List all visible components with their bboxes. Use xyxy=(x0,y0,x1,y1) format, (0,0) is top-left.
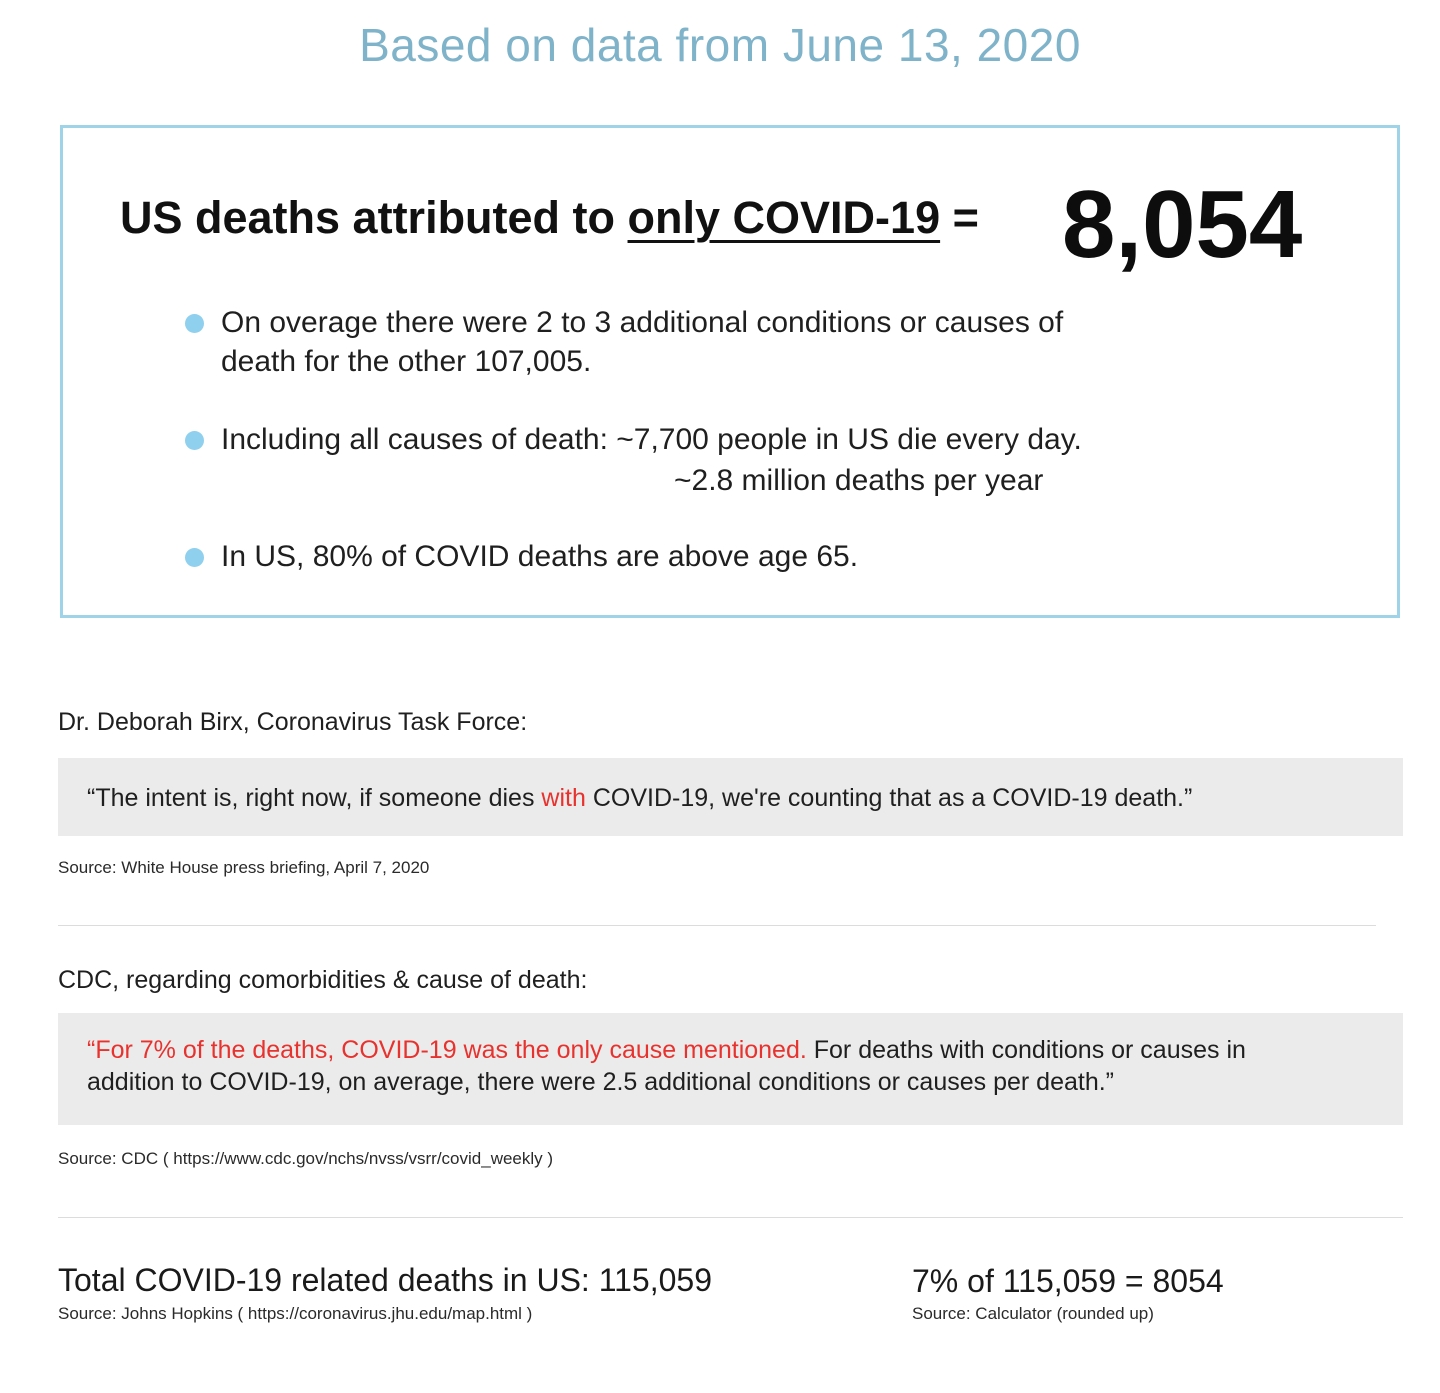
birx-source: Source: White House press briefing, April 7, 2020 xyxy=(58,858,430,877)
bullet-text xyxy=(221,303,1063,381)
bullet-line-continuation: ~2.8 million deaths per year xyxy=(674,464,1044,497)
header-date-line: Based on data from June 13, 2020 xyxy=(359,19,1081,71)
cdc-source: Source: CDC ( https://www.cdc.gov/nchs/nvss/vsrr/covid_weekly ) xyxy=(58,1149,554,1168)
cdc-quote-line-2: addition to COVID-19, on average, there were 2.5 additional conditions or causes per death.” xyxy=(87,1068,1115,1096)
birx-label: Dr. Deborah Birx, Coronavirus Task Force: xyxy=(58,708,528,736)
big-number: 8,054 xyxy=(1062,171,1303,278)
bullet-line: On overage there were 2 to 3 additional conditions or causes of xyxy=(221,306,1064,339)
calculation-source: Source: Calculator (rounded up) xyxy=(912,1304,1154,1323)
headline-prefix: US deaths attributed to xyxy=(120,192,628,243)
bullet-line: death for the other 107,005. xyxy=(221,345,592,378)
birx-quote-before: “The intent is, right now, if someone dies xyxy=(87,784,542,812)
birx-quote-after: COVID-19, we're counting that as a COVID-19 death.” xyxy=(585,784,1193,812)
cdc-quote-box xyxy=(58,1013,1403,1125)
bullet-text: In US, 80% of COVID deaths are above age 65. xyxy=(221,540,859,573)
birx-quote-box xyxy=(58,758,1403,836)
bullet-dot-icon xyxy=(185,314,204,333)
headline-suffix: = xyxy=(940,192,979,243)
headline xyxy=(120,192,979,244)
cdc-quote-line1-rest: For deaths with conditions or causes in xyxy=(806,1036,1246,1064)
bullet-dot-icon xyxy=(185,431,204,450)
headline-emphasis: only COVID-19 xyxy=(627,192,941,243)
total-deaths-text: Total COVID-19 related deaths in US: 115,059 xyxy=(58,1262,712,1298)
birx-quote-text xyxy=(87,782,1192,814)
bullet-dot-icon xyxy=(185,548,204,567)
cdc-label: CDC, regarding comorbidities & cause of death: xyxy=(58,966,588,994)
total-deaths-source: Source: Johns Hopkins ( https://coronavirus.jhu.edu/map.html ) xyxy=(58,1304,533,1323)
cdc-quote-highlight: “For 7% of the deaths, COVID-19 was the only cause mentioned. xyxy=(87,1036,807,1064)
section-divider xyxy=(58,1217,1403,1218)
cdc-quote-line-1 xyxy=(87,1034,1246,1066)
cdc-quote-text xyxy=(87,1034,1246,1098)
section-divider xyxy=(58,925,1376,926)
calculation-text: 7% of 115,059 = 8054 xyxy=(912,1263,1224,1299)
birx-quote-highlight: with xyxy=(541,784,586,812)
bullet-text: Including all causes of death: ~7,700 people in US die every day. xyxy=(221,423,1082,456)
